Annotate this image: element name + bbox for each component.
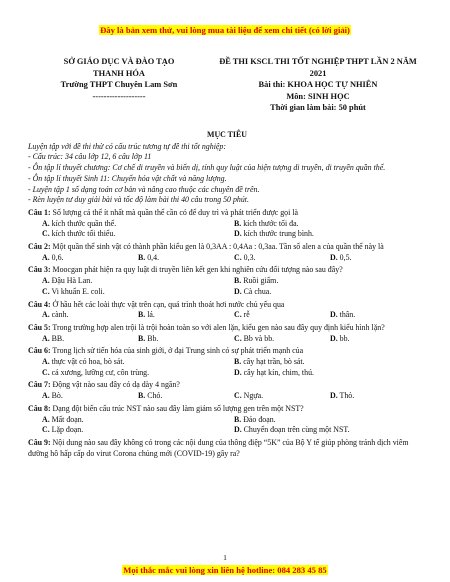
question bbox=[28, 323, 426, 344]
objective-line: Luyện tập với đề thi thử có cấu trúc tương tự đề thi tốt nghiệp: bbox=[28, 141, 226, 151]
question-stem bbox=[28, 300, 426, 311]
answer-option bbox=[42, 357, 234, 368]
section-title: MỤC TIÊU bbox=[207, 130, 247, 139]
question-number: Câu 6: bbox=[28, 346, 51, 356]
option-letter: D. bbox=[234, 367, 242, 377]
answer-option bbox=[42, 219, 234, 230]
option-text: 0,5. bbox=[337, 252, 352, 262]
option-letter: C. bbox=[234, 252, 242, 262]
answer-option bbox=[42, 334, 138, 345]
option-letter: A. bbox=[42, 276, 50, 286]
answer-option bbox=[234, 368, 426, 379]
option-text: thân. bbox=[337, 310, 356, 320]
page-number: 1 bbox=[223, 553, 227, 562]
option-text: cành. bbox=[49, 310, 69, 320]
question bbox=[28, 380, 426, 401]
answer-option bbox=[42, 415, 234, 426]
answer-option bbox=[234, 219, 426, 230]
answer-option bbox=[42, 310, 138, 321]
objective-line: - Cấu trúc: 34 câu lớp 12, 6 câu lớp 11 bbox=[28, 152, 152, 162]
question-stem bbox=[28, 438, 426, 459]
option-text: thực vật có hoa, bò sát. bbox=[49, 357, 125, 367]
answer-option bbox=[330, 334, 426, 345]
answer-option bbox=[138, 253, 234, 264]
option-text: 0,6. bbox=[49, 252, 64, 262]
exam-subject: Môn: SINH HỌC bbox=[286, 91, 350, 101]
question-text: Trong trường hợp alen trội là trội hoàn toàn so với alen lặn, kiểu gen nào sau đây quy định kiểu hình lặn? bbox=[50, 322, 385, 332]
answer-option bbox=[42, 391, 138, 402]
objective-line: - Ôn tập lí thuyết chương: Cơ chế di truyền và biến dị, tính quy luật của hiện tượng di truyền, di truyền quần thể. bbox=[28, 163, 386, 173]
option-letter: C. bbox=[42, 367, 50, 377]
exam-subject-group: Bài thi: KHOA HỌC TỰ NHIÊN bbox=[258, 80, 378, 89]
objective-line: - Ôn tập lí thuyết Sinh 11: Chuyển hóa vật chất và năng lượng. bbox=[28, 173, 227, 183]
answer-option bbox=[234, 425, 426, 436]
answer-option bbox=[42, 287, 234, 298]
question-stem bbox=[28, 323, 426, 334]
option-text: kích thước tối thiểu. bbox=[49, 229, 116, 239]
answer-options bbox=[28, 253, 426, 264]
question-number: Câu 5: bbox=[28, 322, 51, 332]
answer-option bbox=[234, 287, 426, 298]
option-letter: A. bbox=[42, 391, 50, 401]
answer-option bbox=[330, 391, 426, 402]
question bbox=[28, 404, 426, 436]
objective-line: - Luyện tập 1 số dạng toán cơ bản và nâng cao thuộc các chuyên đề trên. bbox=[28, 184, 260, 194]
question-list bbox=[28, 208, 426, 459]
option-text: cây hạt kín, chim, thú. bbox=[241, 367, 314, 377]
exam-duration: Thời gian làm bài: 50 phút bbox=[270, 103, 366, 112]
question bbox=[28, 265, 426, 297]
answer-option bbox=[234, 357, 426, 368]
option-letter: B. bbox=[234, 218, 242, 228]
exam-header bbox=[218, 56, 418, 114]
answer-option bbox=[138, 310, 234, 321]
answer-option bbox=[42, 229, 234, 240]
question-text: Trong lịch sử tiến hóa của sinh giới, ở đại Trung sinh có sự phát triển mạnh của bbox=[50, 346, 304, 356]
answer-options bbox=[28, 391, 426, 402]
option-letter: C. bbox=[42, 425, 50, 435]
option-text: kích thước trung bình. bbox=[241, 229, 314, 239]
answer-option bbox=[330, 253, 426, 264]
question bbox=[28, 300, 426, 321]
header-divider: ------------------- bbox=[92, 91, 146, 101]
question bbox=[28, 438, 426, 459]
answer-options bbox=[28, 415, 426, 436]
option-text: Vi khuẩn E. coli. bbox=[49, 286, 105, 296]
option-text: BB. bbox=[49, 333, 65, 343]
option-text: Bò. bbox=[49, 391, 63, 401]
option-text: 0,4. bbox=[145, 252, 160, 262]
option-text: kích thước quần thể. bbox=[49, 218, 117, 228]
option-text: Thỏ. bbox=[337, 391, 355, 401]
answer-options bbox=[28, 357, 426, 378]
option-letter: B. bbox=[138, 333, 146, 343]
answer-option bbox=[42, 276, 234, 287]
answer-option bbox=[234, 253, 330, 264]
option-letter: A. bbox=[42, 218, 50, 228]
answer-option bbox=[234, 229, 426, 240]
answer-option bbox=[234, 310, 330, 321]
option-text: Bb và bb. bbox=[241, 333, 275, 343]
objectives-list bbox=[28, 142, 426, 206]
option-letter: A. bbox=[42, 357, 50, 367]
question-number: Câu 1: bbox=[28, 207, 51, 217]
answer-option bbox=[330, 310, 426, 321]
option-letter: A. bbox=[42, 310, 50, 320]
option-text: Ruồi giấm. bbox=[241, 276, 279, 286]
answer-option bbox=[42, 425, 234, 436]
answer-option bbox=[234, 415, 426, 426]
option-text: Lặp đoạn. bbox=[49, 425, 84, 435]
question-stem bbox=[28, 242, 426, 253]
option-text: kích thước tối đa. bbox=[241, 218, 299, 228]
question bbox=[28, 242, 426, 263]
answer-options bbox=[28, 334, 426, 345]
question bbox=[28, 208, 426, 240]
option-letter: C. bbox=[42, 286, 50, 296]
school-header bbox=[38, 56, 200, 102]
department-name: SỞ GIÁO DỤC VÀ ĐÀO TẠO bbox=[63, 57, 175, 66]
objective-line: - Rèn luyện tư duy giải bài và tốc độ làm bài thi 40 câu trong 50 phút. bbox=[28, 195, 249, 205]
option-letter: B. bbox=[234, 414, 242, 424]
option-text: Chuyển đoạn trên cùng một NST. bbox=[241, 425, 350, 435]
option-text: cá xương, lưỡng cư, côn trùng. bbox=[49, 367, 150, 377]
province-name: THANH HÓA bbox=[93, 68, 145, 78]
option-letter: D. bbox=[330, 333, 338, 343]
option-letter: C. bbox=[234, 333, 242, 343]
option-letter: A. bbox=[42, 414, 50, 424]
school-name: Trường THPT Chuyên Lam Sơn bbox=[60, 80, 178, 89]
answer-options bbox=[28, 310, 426, 321]
question-text: Ở hầu hết các loài thực vật trên cạn, quá trình thoát hơi nước chủ yếu qua bbox=[50, 299, 285, 309]
answer-option bbox=[234, 334, 330, 345]
question-number: Câu 3: bbox=[28, 265, 51, 275]
option-letter: D. bbox=[330, 252, 338, 262]
option-letter: A. bbox=[42, 333, 50, 343]
option-letter: D. bbox=[330, 310, 338, 320]
option-letter: D. bbox=[234, 425, 242, 435]
question bbox=[28, 346, 426, 378]
answer-options bbox=[28, 276, 426, 297]
option-letter: B. bbox=[234, 276, 242, 286]
preview-banner: Đây là bản xem thử, vui lòng mua tài liệu để xem chi tiết (có lời giải) bbox=[100, 25, 350, 35]
question-text: Moocgan phát hiện ra quy luật di truyền liên kết gen khi nghiên cứu đối tượng nào sau đây? bbox=[50, 265, 343, 275]
question-stem bbox=[28, 346, 426, 357]
option-letter: D. bbox=[234, 229, 242, 239]
answer-option bbox=[138, 334, 234, 345]
option-letter: B. bbox=[138, 391, 146, 401]
hotline-banner: Mọi thắc mắc vui lòng xin liên hệ hotline: 084 283 45 85 bbox=[123, 565, 327, 575]
answer-option bbox=[234, 391, 330, 402]
option-text: Đảo đoạn. bbox=[241, 414, 276, 424]
option-text: Ngựa. bbox=[241, 391, 264, 401]
option-letter: B. bbox=[138, 310, 146, 320]
question-stem bbox=[28, 380, 426, 391]
option-text: cây hạt trần, bò sát. bbox=[241, 357, 305, 367]
option-letter: B. bbox=[138, 252, 146, 262]
question-number: Câu 4: bbox=[28, 299, 51, 309]
option-text: Mất đoạn. bbox=[49, 414, 84, 424]
exam-title: ĐỀ THI KSCL THI TỐT NGHIỆP THPT LẦN 2 NĂM 2021 bbox=[219, 57, 417, 78]
question-number: Câu 7: bbox=[28, 380, 51, 390]
question-text: Nội dung nào sau đây không có trong các nội dung của thông điệp “5K” của Bộ Y tế giúp phòng tránh dịch viêm đường hô hấp cấp do virut Corona chủng mới (COVID-19) gây ra? bbox=[28, 437, 409, 458]
option-text: 0,3. bbox=[241, 252, 256, 262]
question-number: Câu 2: bbox=[28, 242, 51, 252]
option-text: rễ bbox=[241, 310, 250, 320]
answer-option bbox=[42, 368, 234, 379]
option-text: lá. bbox=[145, 310, 155, 320]
option-text: bb. bbox=[337, 333, 350, 343]
option-letter: B. bbox=[234, 357, 242, 367]
question-text: Động vật nào sau đây có dạ dày 4 ngăn? bbox=[50, 380, 180, 390]
answer-option bbox=[234, 276, 426, 287]
question-text: Một quần thể sinh vật có thành phần kiểu gen là 0,3AA : 0,4Aa : 0,3aa. Tần số alen a của quần thể này là bbox=[50, 242, 384, 252]
document-body bbox=[28, 130, 426, 459]
answer-option bbox=[138, 391, 234, 402]
option-letter: C. bbox=[234, 310, 242, 320]
option-letter: D. bbox=[330, 391, 338, 401]
answer-option bbox=[42, 253, 138, 264]
option-text: Chó. bbox=[145, 391, 163, 401]
question-stem bbox=[28, 265, 426, 276]
question-text: Số lượng cá thể ít nhất mà quần thể cần có để duy trì và phát triển được gọi là bbox=[50, 207, 298, 217]
option-letter: C. bbox=[234, 391, 242, 401]
option-text: Cà chua. bbox=[241, 286, 272, 296]
question-stem bbox=[28, 208, 426, 219]
question-number: Câu 8: bbox=[28, 403, 51, 413]
option-text: Đậu Hà Lan. bbox=[49, 276, 93, 286]
answer-options bbox=[28, 219, 426, 240]
question-stem bbox=[28, 404, 426, 415]
option-text: Bb. bbox=[145, 333, 159, 343]
question-number: Câu 9: bbox=[28, 437, 51, 447]
option-letter: A. bbox=[42, 252, 50, 262]
question-text: Dạng đột biến cấu trúc NST nào sau đây làm giảm số lượng gen trên một NST? bbox=[50, 403, 304, 413]
option-letter: C. bbox=[42, 229, 50, 239]
option-letter: D. bbox=[234, 286, 242, 296]
